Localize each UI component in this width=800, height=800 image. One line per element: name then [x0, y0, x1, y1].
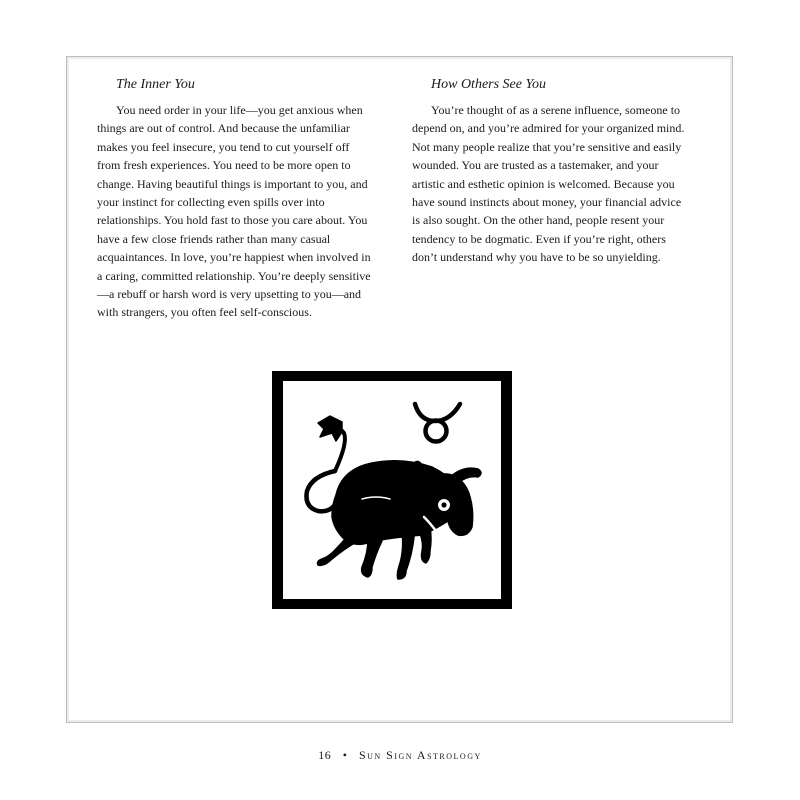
page-number: 16: [318, 748, 332, 762]
footer-separator: •: [342, 748, 348, 762]
book-title: Sun Sign Astrology: [358, 748, 482, 762]
page-footer: [0, 748, 800, 763]
others-see-you-heading: How Others See You: [431, 77, 546, 92]
others-see-you-body: You’re thought of as a serene influence, someone to depend on, and you’re admired for your organized mind. Not many people realize that you’re sensitive and easily wounded. You are trusted as a tastemaker, and your artistic and esthetic opinion is welcomed. Because you have sound instincts about money, your financial advice is also sought. On the other hand, people resent your tendency to be dogmatic. Even if you’re right, others don’t understand why you have to be so unyielding.: [412, 103, 685, 265]
taurus-bull-icon: [272, 371, 512, 609]
others-see-you-section: [412, 76, 687, 267]
inner-you-heading: The Inner You: [116, 77, 195, 92]
inner-you-body: You need order in your life—you get anxious when things are out of control. And because the unfamiliar makes you feel insecure, you tend to cut yourself off from fresh experiences. You need to be more open to change. Having beautiful things is important to you, and your instinct for collecting even spills over into relationships. You hold fast to those you care about. You have a few close friends rather than many casual acquaintances. In love, you’re happiest when involved in a caring, committed relationship. You’re deeply sensitive—a rebuff or harsh word is very upsetting to you—and with strangers, you often feel self-conscious.: [97, 103, 371, 320]
inner-you-section: [97, 76, 372, 322]
